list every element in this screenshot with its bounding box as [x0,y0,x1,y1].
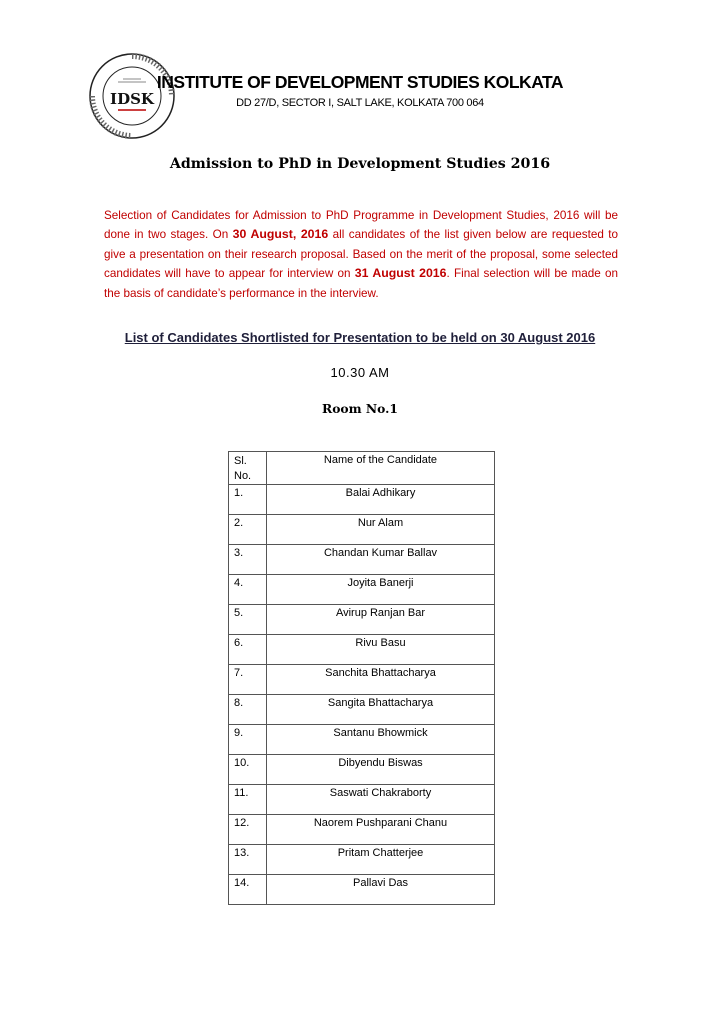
candidate-name-cell: Pritam Chatterjee [267,845,495,875]
table-row [229,605,495,635]
institute-logo [88,52,176,140]
table-row [229,695,495,725]
serial-number-cell: 5. [229,605,267,635]
serial-number-cell: 7. [229,665,267,695]
table-row [229,635,495,665]
serial-number-cell: 13. [229,845,267,875]
list-heading: List of Candidates Shortlisted for Presentation to be held on 30 August 2016 [124,330,596,345]
table-row [229,545,495,575]
candidate-name-cell: Joyita Banerji [267,575,495,605]
serial-number-cell: 10. [229,755,267,785]
presentation-date: 30 August, 2016 [232,227,329,242]
serial-number-cell: 6. [229,635,267,665]
intro-text-2: all candidates of the list given below are requested to give a presentation on their research proposal. Based on the merit of the proposal, some selected candidates will have to appear for interview on [104,228,619,281]
candidate-name-cell: Balai Adhikary [267,485,495,515]
candidate-name-cell: Saswati Chakraborty [267,785,495,815]
candidate-name-cell: Rivu Basu [267,635,495,665]
table-row [229,725,495,755]
table-row [229,485,495,515]
table-row [229,875,495,905]
header-name: Name of the Candidate [267,452,495,485]
table-header-row [229,452,495,485]
table-row [229,575,495,605]
logo-text: IDSK [110,90,154,108]
candidate-name-cell: Dibyendu Biswas [267,755,495,785]
serial-number-cell: 11. [229,785,267,815]
serial-number-cell: 2. [229,515,267,545]
page-title: Admission to PhD in Development Studies 2016 [169,156,551,172]
room-number: Room No.1 [322,401,398,416]
table-row [229,665,495,695]
presentation-time: 10.30 AM [330,365,390,380]
serial-number-cell: 14. [229,875,267,905]
serial-number-cell: 8. [229,695,267,725]
candidate-name-cell: Chandan Kumar Ballav [267,545,495,575]
candidates-table [228,451,495,905]
institute-name: INSTITUTE OF DEVELOPMENT STUDIES KOLKATA [156,72,564,92]
intro-text-3: . Final selection will be made on the basis of candidate’s performance in the interview. [104,267,618,300]
serial-number-cell: 12. [229,815,267,845]
candidate-name-cell: Avirup Ranjan Bar [267,605,495,635]
table-row [229,845,495,875]
candidate-name-cell: Sangita Bhattacharya [267,695,495,725]
header-serial: Sl. No. [229,452,267,485]
candidate-name-cell: Santanu Bhowmick [267,725,495,755]
candidate-name-cell: Sanchita Bhattacharya [267,665,495,695]
serial-number-cell: 3. [229,545,267,575]
intro-paragraph [104,206,618,303]
institute-address: DD 27/D, SECTOR I, SALT LAKE, KOLKATA 700 064 [236,97,484,109]
table-row [229,815,495,845]
candidate-name-cell: Pallavi Das [267,875,495,905]
serial-number-cell: 9. [229,725,267,755]
serial-number-cell: 1. [229,485,267,515]
interview-date: 31 August 2016 [354,266,447,281]
table-row [229,515,495,545]
candidate-name-cell: Nur Alam [267,515,495,545]
candidate-name-cell: Naorem Pushparani Chanu [267,815,495,845]
table-row [229,755,495,785]
serial-number-cell: 4. [229,575,267,605]
table-row [229,785,495,815]
candidates-table-body [229,485,495,905]
intro-text-1: Selection of Candidates for Admission to PhD Programme in Development Studies, 2016 will be done in two stages. On [104,209,618,242]
